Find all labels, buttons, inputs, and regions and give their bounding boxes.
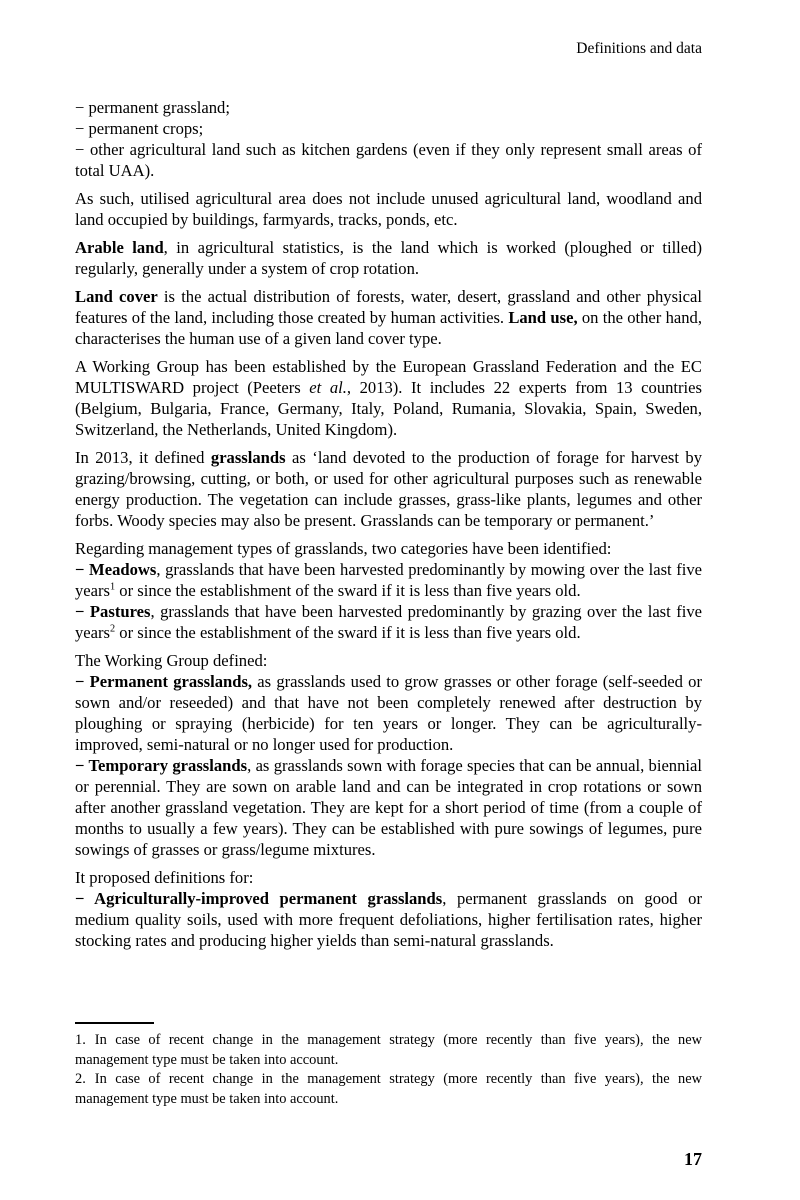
page-body [75, 97, 702, 951]
running-header: Definitions and data [576, 40, 702, 57]
paragraph: Regarding management types of grasslands, two categories have been identified: [75, 539, 612, 558]
footnote-number: 2. [75, 1071, 86, 1087]
definition-item: − Temporary grasslands, as grasslands sown with forage species that can be annual, biennial or perennial. They are sown on arable land and can be integrated in crop rotations or sown after another grassland vegetation. They are kept for a short period of time (from a couple of months to usually a few years). They can be established with pure sowings of legumes, pure sowings of grasses or grass/legume mixtures. [75, 756, 702, 859]
page-number: 17 [684, 1149, 702, 1169]
definition-item: − Agriculturally-improved permanent grasslands, permanent grasslands on good or medium quality soils, used with more frequent defoliations, higher fertilisation rates, higher stocking rates and producing higher yields than semi-natural grasslands. [75, 889, 702, 950]
paragraph: It proposed definitions for: [75, 868, 254, 887]
footnote-text: In case of recent change in the management strategy (more recently than five years), the new management type must be taken into account. [75, 1032, 702, 1068]
footnote [75, 1070, 702, 1109]
paragraph: The Working Group defined: [75, 651, 268, 670]
footnote [75, 1031, 702, 1070]
paragraph: A Working Group has been established by the European Grassland Federation and the EC MULTISWARD project (Peeters et al., 2013). It includes 22 experts from 13 countries (Belgium, Bulgaria, France, Germany, Italy, Poland, Rumania, Slovakia, Spain, Sweden, Switzerland, the Netherlands, United Kingdom). [75, 357, 702, 439]
footnote-separator [75, 1022, 154, 1024]
paragraph: Land cover is the actual distribution of forests, water, desert, grassland and other physical features of the land, including those created by human activities. Land use, on the other hand, characterises the human use of a given land cover type. [75, 287, 702, 348]
footnote-text: In case of recent change in the management strategy (more recently than five years), the new management type must be taken into account. [75, 1071, 702, 1107]
paragraph: Arable land, in agricultural statistics, is the land which is worked (ploughed or tilled) regularly, generally under a system of crop rotation. [75, 238, 702, 278]
list-item: − other agricultural land such as kitchen gardens (even if they only represent small areas of total UAA). [75, 140, 702, 180]
footnotes-section [75, 1022, 702, 1109]
list-item: − permanent crops; [75, 119, 204, 138]
list-item: − permanent grassland; [75, 98, 230, 117]
definition-item: − Meadows, grasslands that have been harvested predominantly by mowing over the last five years$^1$ or since the establishment of the sward if it is less than five years old. [75, 560, 703, 600]
paragraph: In 2013, it defined grasslands as ‘land devoted to the production of forage for harvest by grazing/browsing, cutting, or both, or used for other agricultural purposes such as renewable energy production. The vegetation can include grasses, grass-like plants, legumes and other forbs. Woody species may also be present. Grasslands can be temporary or permanent.’ [75, 448, 702, 530]
definition-item: − Pastures, grasslands that have been harvested predominantly by grazing over the last five years$^2$ or since the establishment of the sward if it is less than five years old. [75, 602, 702, 642]
definition-item: − Permanent grasslands, as grasslands used to grow grasses or other forage (self-seeded or sown and/or reseeded) and that have not been completely renewed after destruction by ploughing or spraying (herbicide) for ten years or longer. They can be agriculturally-improved, semi-natural or no longer used for production. [75, 672, 703, 754]
paragraph: As such, utilised agricultural area does not include unused agricultural land, woodland and land occupied by buildings, farmyards, tracks, ponds, etc. [75, 189, 702, 229]
footnote-number: 1. [75, 1032, 86, 1048]
